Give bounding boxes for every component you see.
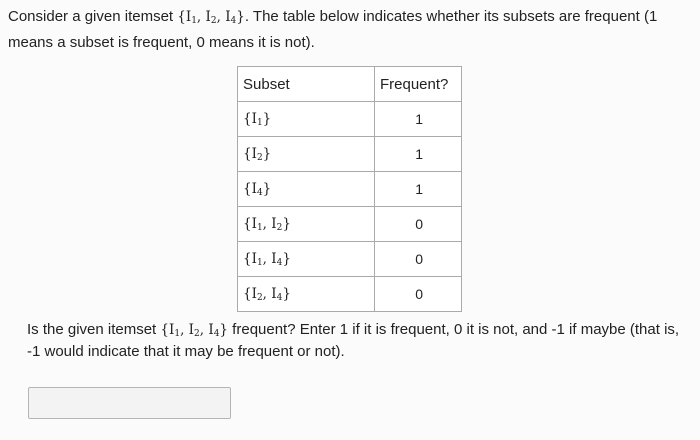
item-symbol: $I_2$ [205, 9, 217, 26]
header-frequent: Frequent? [375, 67, 462, 102]
subset-cell: {$I_2$, $I_4$} [238, 277, 375, 312]
subset-cell: {$I_1$, $I_2$} [238, 207, 375, 242]
subset-cell: {$I_1$, $I_4$} [238, 242, 375, 277]
intro-text-after: . The table below indicates whether its subsets are frequent (1 means a subset is frequent, 0 means it is not). [8, 8, 658, 51]
item-symbol: $I_4$ [271, 251, 283, 268]
table-row [238, 172, 462, 207]
frequent-cell: 1 [375, 137, 462, 172]
intro-text [8, 4, 692, 56]
item-symbol: $I_1$ [251, 111, 263, 128]
item-symbol: $I_2$ [251, 146, 263, 163]
item-symbol: $I_1$ [251, 251, 263, 268]
itemset-notation: {$I_1$, $I_2$, $I_4$} [177, 9, 245, 26]
frequent-cell: 0 [375, 207, 462, 242]
item-symbol: $I_4$ [271, 286, 283, 303]
subset-cell: $\{I_4\}$ [238, 172, 375, 207]
item-symbol: $I_2$ [251, 286, 263, 303]
table-body [238, 102, 462, 312]
item-symbol: $I_4$ [225, 9, 237, 26]
frequent-cell: 0 [375, 277, 462, 312]
item-symbol: $I_1$ [251, 216, 263, 233]
subset-cell: $\{I_1\}$ [238, 102, 375, 137]
subset-cell: $\{I_2\}$ [238, 137, 375, 172]
table-row [238, 137, 462, 172]
item-symbol: $I_1$ [169, 322, 181, 339]
item-symbol: $I_1$ [185, 9, 197, 26]
question-text-before: Is the given itemset [27, 321, 161, 338]
item-symbol: $I_2$ [271, 216, 283, 233]
table-row [238, 102, 462, 137]
item-symbol: $I_4$ [251, 181, 263, 198]
question-text [27, 319, 692, 362]
itemset-notation: {$I_1$, $I_2$, $I_4$} [160, 322, 229, 339]
answer-input[interactable] [28, 387, 231, 419]
frequent-cell: 1 [375, 172, 462, 207]
table-row [238, 207, 462, 242]
table-header-row [238, 67, 462, 102]
intro-text-before: Consider a given itemset [8, 8, 178, 25]
subset-frequency-table [237, 66, 462, 312]
item-symbol: $I_4$ [208, 322, 220, 339]
header-subset: Subset [238, 67, 375, 102]
item-symbol: $I_2$ [188, 322, 200, 339]
frequent-cell: 0 [375, 242, 462, 277]
frequent-cell: 1 [375, 102, 462, 137]
table-row [238, 277, 462, 312]
table-row [238, 242, 462, 277]
question-text-after: frequent? Enter 1 if it is frequent, 0 it is not, and -1 if maybe (that is, -1 would indicate that it may be frequent or not). [27, 321, 680, 360]
